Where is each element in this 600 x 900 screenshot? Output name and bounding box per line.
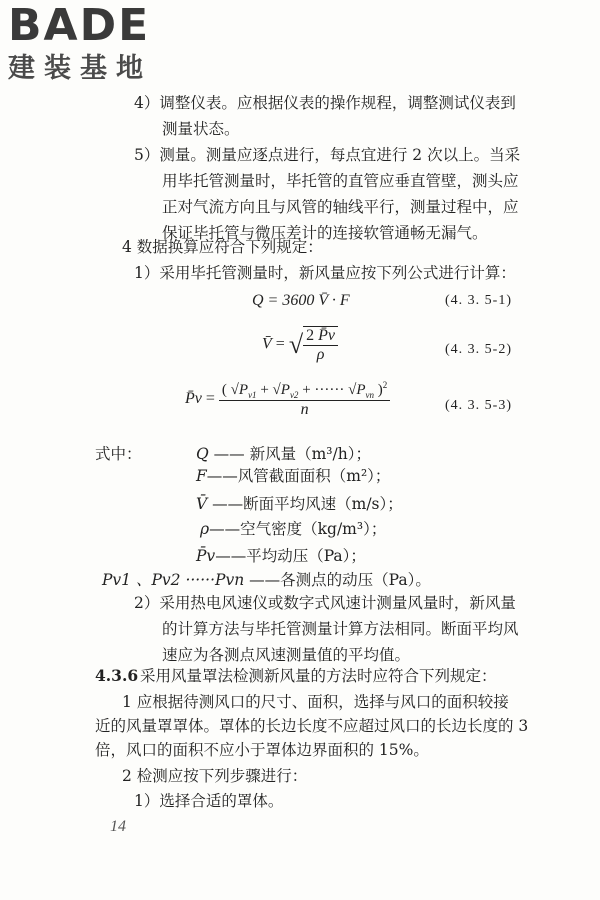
def-rho: ρ——空气密度（kg/m³）； [200, 520, 387, 538]
section-436-number: 4.3.6 [95, 666, 139, 685]
formula-2: V̄ = √ $\frac{2 P̄v}{\rho}$ [262, 326, 338, 364]
formula-3-number: (4. 3. 5-3) [445, 398, 512, 413]
clause-1-cont1: 近的风量罩罩体。罩体的长边长度不应超过风口的长边长度的 3 [95, 717, 529, 735]
formula-2-const: 2 [306, 327, 315, 344]
logo-brand: BADE [8, 0, 151, 51]
step-4-cont: 测量状态。 [162, 120, 240, 138]
item-2-anemometer: 2）采用热电风速仪或数字式风速计测量风量时，新风量 [134, 594, 516, 612]
formula-2-number: (4. 3. 5-2) [445, 342, 512, 357]
clause-2-step-1: 1）选择合适的罩体。 [134, 792, 284, 810]
clause-2: 2 检测应按下列步骤进行： [122, 767, 308, 785]
page-number: 14 [110, 818, 126, 835]
section-436-title: 采用风量罩法检测新风量的方法时应符合下列规定： [140, 667, 497, 685]
formula-2-rho: ρ [316, 346, 325, 363]
brand-logo [8, 0, 188, 94]
item-2-cont1: 的计算方法与毕托管测量计算方法相同。断面平均风 [162, 620, 519, 638]
def-p: P̄v——平均动压（Pa）； [196, 547, 366, 565]
item-2-cont2: 速应为各测点风速测量值的平均值。 [162, 646, 411, 664]
clause-1-cont2: 倍，风口的面积不应小于罩体边界面积的 15%。 [95, 741, 429, 759]
formula-2-v: V̄ [262, 335, 272, 353]
item-4-heading: 4 数据换算应符合下列规定： [122, 238, 323, 256]
step-5-cont1: 用毕托管测量时，毕托管的直管应垂直管壁，测头应 [162, 172, 519, 190]
formula-1-number: (4. 3. 5-1) [445, 293, 512, 308]
logo-subtitle: 建装基地 [8, 53, 152, 84]
def-q: Q —— 新风量（m³/h）； [196, 445, 371, 463]
step-5-cont3: 保证毕托管与微压差计的连接软管通畅无漏气。 [162, 224, 488, 242]
where-label: 式中： [95, 445, 142, 463]
formula-3-p: P̄v [185, 390, 202, 408]
def-pvi: Pv1 、Pv2 ······Pvn ——各测点的动压（Pa）。 [102, 571, 431, 589]
formula-2-p: P̄v [318, 327, 335, 344]
item-1-pitot: 1）采用毕托管测量时，新风量应按下列公式进行计算： [134, 264, 516, 282]
step-5-cont2: 正对气流方向且与风管的轴线平行，测量过程中，应 [162, 198, 519, 216]
formula-3-n: n [300, 401, 309, 418]
formula-1: Q = 3600 V̄ · F [252, 292, 350, 309]
def-v: V̄ ——断面平均风速（m/s）； [196, 495, 403, 513]
step-4-adjust: 4）调整仪表。应根据仪表的操作规程，调整测试仪表到 [134, 94, 516, 112]
def-f: F——风管截面面积（m²）； [196, 467, 391, 485]
formula-3: P̄v = $\frac{( √P_{v1} + √P_{v2} + \cdot\cdot\cdot\cdot\cdot\cdot √P_{vn} )^2}{n}$ [185, 380, 390, 419]
step-5-measure: 5）测量。测量应逐点进行，每点宜进行 2 次以上。当采 [134, 146, 521, 164]
clause-1: 1 应根据待测风口的尺寸、面积，选择与风口的面积较接 [122, 693, 509, 711]
formula-3-dots: + ······ [302, 382, 345, 398]
